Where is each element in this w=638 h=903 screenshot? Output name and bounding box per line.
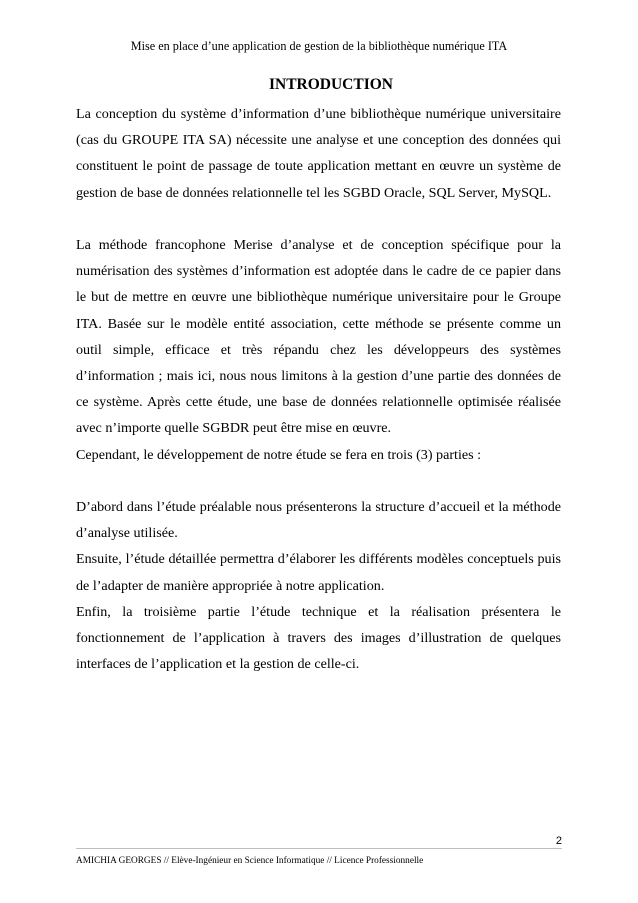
paragraph-first-part: D’abord dans l’étude préalable nous présenterons la structure d’accueil et la méthode d’analyse utilisée. [76,499,561,542]
section-heading: INTRODUCTION [268,76,393,93]
paragraph-merise-method: La méthode francophone Merise d’analyse et de conception spécifique pour la numérisation des systèmes d’information est adoptée dans le cadre de ce papier dans le but de mettre en œuvre une bibliothèque numérique universitaire pour le Groupe ITA. Basée sur le modèle entité association, cette méthode se présente comme un outil simple, efficace et très répandu chez les développeurs des systèmes d’information ; mais ici, nous nous limitons à la gestion d’une partie des données de ce système. Après cette étude, une base de données relationnelle optimisée réalisée avec n’importe quelle SGBDR peut être mise en œuvre. [76,237,561,437]
paragraph-third-part: Enfin, la troisième partie l’étude technique et la réalisation présentera le fonctionnement de l’application à travers des images d’illustration de quelques interfaces de l’application et la gestion de celle-ci. [76,603,561,673]
body-text [76,101,561,677]
paragraph-second-part: Ensuite, l’étude détaillée permettra d’élaborer les différents modèles conceptuels puis de l’adapter de manière appropriée à notre application. [76,551,561,594]
running-header: Mise en place d’une application de gestion de la bibliothèque numérique ITA [130,39,508,53]
paragraph-parts-intro: Cependant, le développement de notre étude se fera en trois (3) parties : [76,446,482,463]
paragraph-conception: La conception du système d’information d’une bibliothèque numérique universitaire (cas du GROUPE ITA SA) nécessite une analyse et une conception des données qui constituent le point de passage de toute application mettant en œuvre un système de gestion de base de données relationnelle tel les SGBD Oracle, SQL Server, MySQL. [76,106,561,201]
footer-divider [76,848,562,849]
running-footer: AMICHIA GEORGES // Elève-Ingénieur en Science Informatique // Licence Professionnelle [76,856,424,866]
page-number: 2 [555,835,562,847]
